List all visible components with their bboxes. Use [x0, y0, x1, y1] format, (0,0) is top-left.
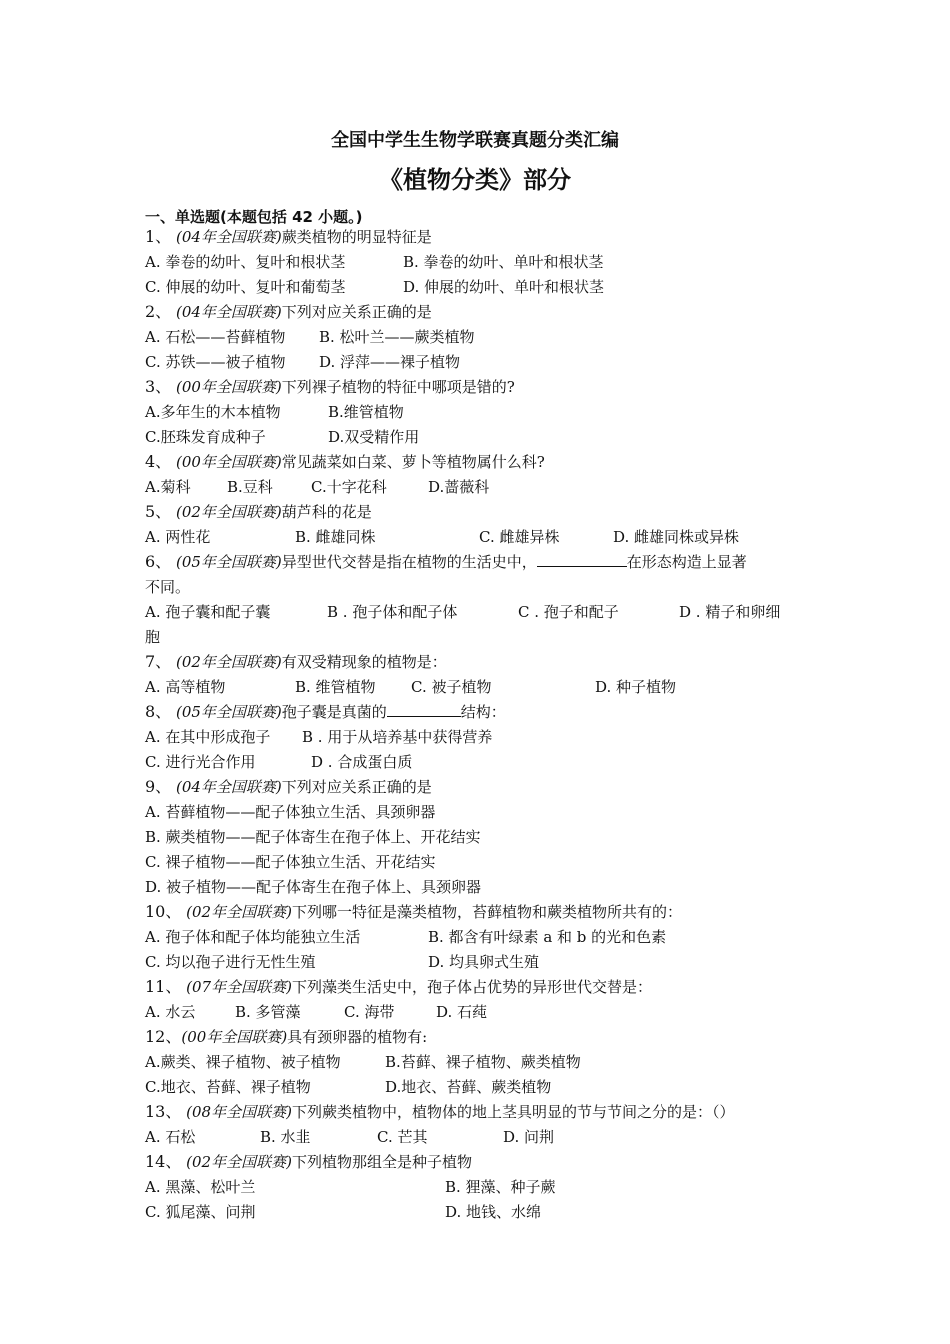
question-stem: 13、 (08年全国联赛)下列蕨类植物中，植物体的地上茎具明显的节与节间之分的是：（）: [145, 1102, 735, 1121]
option: A.蕨类、裸子植物、被子植物: [145, 1053, 341, 1071]
option: D. 雌雄同株或异株: [613, 528, 740, 546]
option: C. 雌雄异株: [479, 528, 560, 546]
option: D.双受精作用: [328, 428, 420, 446]
question-stem: 12、(00年全国联赛)具有颈卵器的植物有:: [145, 1027, 428, 1046]
question-stem: 10、 (02年全国联赛)下列哪一特征是藻类植物，苔藓植物和蕨类植物所共有的：: [145, 902, 682, 921]
answer-blank[interactable]: [537, 552, 627, 567]
question-stem: 2、 (04年全国联赛)下列对应关系正确的是: [145, 302, 432, 321]
document-title: 全国中学生生物学联赛真题分类汇编: [331, 130, 619, 151]
option: B.维管植物: [328, 403, 404, 421]
option: A. 拳卷的幼叶、复叶和根状茎: [145, 253, 346, 271]
option: C.胚珠发育成种子: [145, 428, 266, 446]
question-stem: 6、 (05年全国联赛)异型世代交替是指在植物的生活史中， 在形态构造上显著: [145, 552, 747, 571]
option: C. 芒其: [377, 1128, 428, 1146]
option: C.地衣、苔藓、裸子植物: [145, 1078, 311, 1096]
option: D. 石莼: [436, 1003, 488, 1021]
question-stem: 5、 (02年全国联赛)葫芦科的花是: [145, 502, 372, 521]
question-stem: 14、 (02年全国联赛)下列植物那组全是种子植物: [145, 1152, 472, 1171]
option: B. 狸藻、种子蕨: [445, 1178, 556, 1196]
option: C. 海带: [344, 1003, 395, 1021]
question-stem: 9、 (04年全国联赛)下列对应关系正确的是: [145, 777, 432, 796]
option: D.蔷薇科: [428, 478, 490, 496]
option: A. 在其中形成孢子: [145, 728, 271, 746]
option: C. 进行光合作用: [145, 753, 256, 771]
option: B. 拳卷的幼叶、单叶和根状茎: [403, 253, 604, 271]
option: B. 多管藻: [235, 1003, 301, 1021]
option: D. 浮萍——裸子植物: [319, 353, 461, 371]
option: A. 水云: [145, 1003, 196, 1021]
option: A. 两性花: [145, 528, 211, 546]
option: C. 裸子植物——配子体独立生活、开花结实: [145, 853, 436, 871]
answer-blank[interactable]: [387, 702, 461, 717]
option: B. 维管植物: [295, 678, 376, 696]
option: B. 雌雄同株: [295, 528, 376, 546]
option: B. 蕨类植物——配子体寄生在孢子体上、开花结实: [145, 828, 481, 846]
option: A.多年生的木本植物: [145, 403, 281, 421]
option: C. 均以孢子进行无性生殖: [145, 953, 316, 971]
option: D. 种子植物: [595, 678, 677, 696]
question-stem: 4、 (00年全国联赛)常见蔬菜如白菜、萝卜等植物属什么科?: [145, 452, 545, 471]
option: C. 被子植物: [411, 678, 492, 696]
option: A. 孢子囊和配子囊: [145, 603, 271, 621]
option: B . 用于从培养基中获得营养: [302, 728, 493, 746]
option: C . 孢子和配子: [518, 603, 619, 621]
question-stem: 7、 (02年全国联赛)有双受精现象的植物是：: [145, 652, 447, 671]
option: D. 问荆: [503, 1128, 555, 1146]
option: C. 伸展的幼叶、复叶和葡萄茎: [145, 278, 346, 296]
document-subtitle: 《植物分类》部分: [379, 166, 571, 194]
option: A. 黑藻、松叶兰: [145, 1178, 256, 1196]
option-continued: 胞: [145, 628, 161, 646]
option: C. 狐尾藻、问荆: [145, 1203, 256, 1221]
option: A. 孢子体和配子体均能独立生活: [145, 928, 361, 946]
option: D . 精子和卵细: [679, 603, 781, 621]
question-stem: 1、 (04年全国联赛)蕨类植物的明显特征是: [145, 227, 432, 246]
option: D.地衣、苔藓、蕨类植物: [385, 1078, 552, 1096]
option: D . 合成蛋白质: [311, 753, 413, 771]
option: D. 地钱、水绵: [445, 1203, 542, 1221]
question-stem-continued: 不同。: [145, 578, 191, 596]
option: B. 都含有叶绿素 a 和 b 的光和色素: [428, 928, 667, 946]
option: A. 高等植物: [145, 678, 226, 696]
option: D. 均具卵式生殖: [428, 953, 540, 971]
option: A. 苔藓植物——配子体独立生活、具颈卵器: [145, 803, 436, 821]
option: A.菊科: [145, 478, 191, 496]
question-stem: 8、 (05年全国联赛)孢子囊是真菌的 结构：: [145, 702, 506, 721]
option: C. 苏铁——被子植物: [145, 353, 286, 371]
option: B.豆科: [227, 478, 273, 496]
option: C.十字花科: [311, 478, 387, 496]
option: A. 石松: [145, 1128, 196, 1146]
option: D. 伸展的幼叶、单叶和根状茎: [403, 278, 605, 296]
option: B.苔藓、裸子植物、蕨类植物: [385, 1053, 581, 1071]
option: D. 被子植物——配子体寄生在孢子体上、具颈卵器: [145, 878, 482, 896]
question-stem: 11、 (07年全国联赛)下列藻类生活史中，孢子体占优势的异形世代交替是：: [145, 977, 652, 996]
option: A. 石松——苔藓植物: [145, 328, 286, 346]
question-stem: 3、 (00年全国联赛)下列裸子植物的特征中哪项是错的?: [145, 377, 515, 396]
option: B. 水韭: [260, 1128, 311, 1146]
section-heading: 一、单选题(本题包括 42 小题。): [145, 208, 363, 226]
option: B . 孢子体和配子体: [327, 603, 458, 621]
option: B. 松叶兰——蕨类植物: [319, 328, 475, 346]
